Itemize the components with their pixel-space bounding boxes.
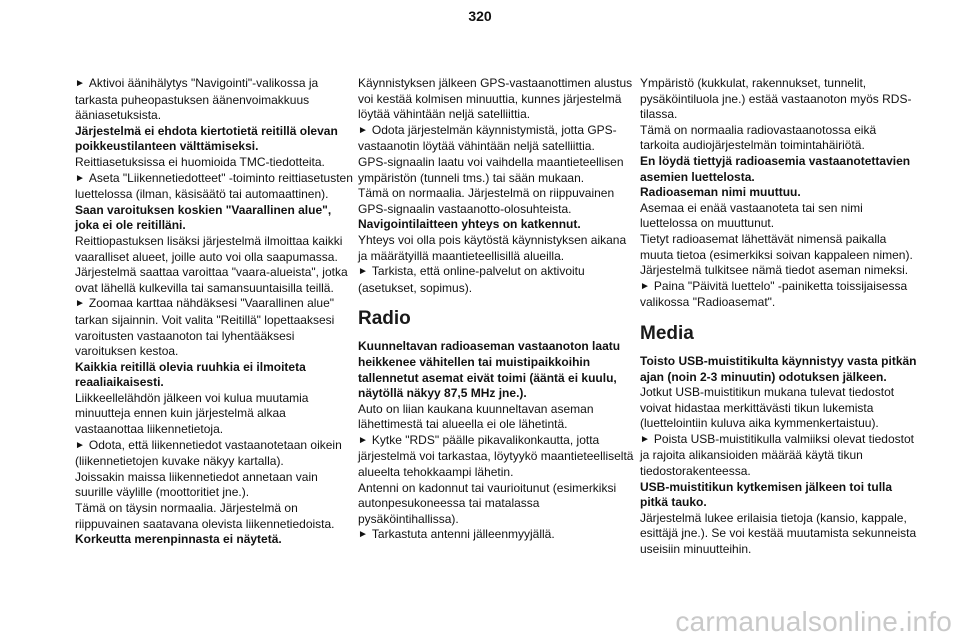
paragraph: ► Zoomaa karttaa nähdäksesi "Vaarallinen alue" tarkan sijainnin. Voit valita "Reitillä" lopettaaksesi varoitusten vastaanoton tai lyhentääksesi varoituksen kestoa. (75, 296, 335, 359)
paragraph: Asemaa ei enää vastaanoteta tai sen nimi luettelossa on muuttunut. (640, 200, 863, 231)
paragraph: ► Tarkista, että online-palvelut on aktivoitu (asetukset, sopimus). (358, 264, 585, 295)
paragraph: Tietyt radioasemat lähettävät nimensä paikalla muuta tietoa (esimerkiksi soivan kappaleen nimen). (640, 231, 913, 262)
arrow-icon: ► (358, 266, 368, 278)
question: Navigointilaitteen yhteys on katkennut. (358, 217, 581, 232)
paragraph: Joissakin maissa liikennetiedot annetaan vain suurille väylille (moottoritiet jne.). (75, 469, 318, 500)
paragraph: ► Kytke "RDS" päälle pikavalikonkautta, jotta järjestelmä voi tarkastaa, löytyykö maantieteelliseltä alueelta tehokkaampi lähetin. (358, 432, 634, 480)
section-heading-radio: Radio (358, 308, 411, 330)
arrow-icon: ► (75, 78, 85, 89)
section-heading-media: Media (640, 322, 694, 344)
question: Kaikkia reitillä olevia ruuhkia ei ilmoiteta reaaliaikaisesti. (75, 359, 306, 390)
paragraph: ► Odota järjestelmän käynnistymistä, jotta GPS-vastaanotin löytää vähintään neljä satelliittia. (358, 122, 617, 154)
paragraph: Yhteys voi olla pois käytöstä käynnistyksen aikana ja määrätyillä maantieteellisillä alueilla. (358, 232, 627, 263)
paragraph: Järjestelmä tulkitsee nämä tiedot aseman nimeksi. (640, 263, 909, 278)
arrow-icon: ► (358, 529, 368, 541)
question: Toisto USB-muistitikulta käynnistyy vasta pitkän ajan (noin 2-3 minuutin) odotuksen jälkeen. (640, 353, 917, 384)
paragraph: Ympäristö (kukkulat, rakennukset, tunnelit, pysäköintiluola jne.) estää vastaanoton myös RDS-tilassa. (640, 76, 912, 122)
paragraph: Auto on liian kaukana kuunneltavan aseman lähettimestä tai alueella ei ole lähetintä. (358, 401, 594, 432)
paragraph: Reittiopastuksen lisäksi järjestelmä ilmoittaa kaikki vaaralliset alueet, joille auto voi olla saapumassa. Järjestelmä saattaa varoittaa "vaara-alueista", jotka ovat lähellä kulkevilla tai samansuuntaisilla teillä. (75, 233, 348, 295)
paragraph: GPS-signaalin laatu voi vaihdella maantieteellisen ympäristön (tunneli tms.) tai sään mukaan. (358, 154, 624, 185)
arrow-icon: ► (75, 172, 85, 184)
question: Kuunneltavan radioaseman vastaanoton laatu heikkenee vähitellen tai muistipaikkoihin tallennetut asemat eivät toimi (ääntä ei kuulu, näytöllä näkyy 87,5 MHz jne.). (358, 339, 621, 401)
paragraph: Tämä on normaalia. Järjestelmä on riippuvainen GPS-signaalin vastaanotto-olosuhteista. (358, 186, 615, 216)
paragraph: Jotkut USB-muistitikun mukana tulevat tiedostot voivat hidastaa merkittävästi tikun lukemista (luettelointiin kuluva aika kymmenkertaistuu). (640, 385, 895, 431)
paragraph: ► Paina "Päivitä luettelo" -painiketta toissijaisessa valikossa "Radioasemat". (640, 278, 908, 310)
paragraph: ► Tarkastuta antenni jälleenmyyjällä. (358, 527, 555, 542)
paragraph: ► Aktivoi äänihälytys "Navigointi"-valikossa ja tarkasta puheopastuksen äänenvoimakkuus ääniasetuksista. (75, 76, 319, 123)
paragraph: ► Aseta "Liikennetiedotteet" -toiminto reittiasetusten luettelossa (ilman, käsisäätö tai automaattinen). (75, 170, 353, 202)
column-3 (640, 76, 918, 558)
arrow-icon: ► (75, 298, 85, 310)
question: Saan varoituksen koskien "Vaarallinen alue", joka ei ole reitilläni. (75, 202, 332, 233)
paragraph: Järjestelmä lukee erilaisia tietoja (kansio, kappale, esittäjä jne.). Se voi kestää muutamista sekunneista useisiin minuutteihin. (640, 510, 917, 557)
column-1 (75, 76, 353, 548)
question: En löydä tiettyjä radioasemia vastaanotettavien asemien luettelosta. (640, 153, 911, 184)
paragraph: Tämä on täysin normaalia. Järjestelmä on riippuvainen saatavana olevista liikennetiedoista. (75, 501, 335, 531)
question: Radioaseman nimi muuttuu. (640, 185, 801, 200)
column-2 (358, 76, 636, 544)
page-number: 320 (468, 8, 492, 24)
paragraph: ► Odota, että liikennetiedot vastaanotetaan oikein (liikennetietojen kuvake näkyy kartalla). (75, 437, 342, 469)
arrow-icon: ► (640, 280, 650, 292)
arrow-icon: ► (358, 434, 368, 446)
paragraph: Reittiasetuksissa ei huomioida TMC-tiedotteita. (75, 154, 325, 169)
arrow-icon: ► (358, 124, 368, 136)
arrow-icon: ► (640, 433, 650, 445)
paragraph: Liikkeellelähdön jälkeen voi kulua muutamia minuutteja ennen kuin järjestelmä alkaa vastaanottaa liikennetietoja. (75, 390, 309, 437)
question: USB-muistitikun kytkemisen jälkeen toi tulla pitkä tauko. (640, 479, 893, 510)
paragraph: ► Poista USB-muistitikulla valmiiksi olevat tiedostot ja rajoita alikansioiden määrää käytä tikun tiedostorakenteessa. (640, 431, 914, 479)
paragraph: Käynnistyksen jälkeen GPS-vastaanottimen alustus voi kestää kolmisen minuuttia, kunnes järjestelmä löytää vähintään neljä satelliittia. (358, 76, 633, 122)
paragraph: Tämä on normaalia radiovastaanotossa eikä tarkoita audiojärjestelmän toimintahäiriötä. (640, 122, 877, 153)
watermark: carmanualsonline.info (675, 606, 952, 637)
question: Järjestelmä ei ehdota kiertotietä reitillä olevan poikkeustilanteen välttämiseksi. (75, 123, 338, 154)
arrow-icon: ► (75, 439, 85, 451)
question: Korkeutta merenpinnasta ei näytetä. (75, 532, 282, 547)
paragraph: Antenni on kadonnut tai vaurioitunut (esimerkiksi autonpesukoneessa tai matalassa pysäköintihallissa). (358, 480, 617, 526)
